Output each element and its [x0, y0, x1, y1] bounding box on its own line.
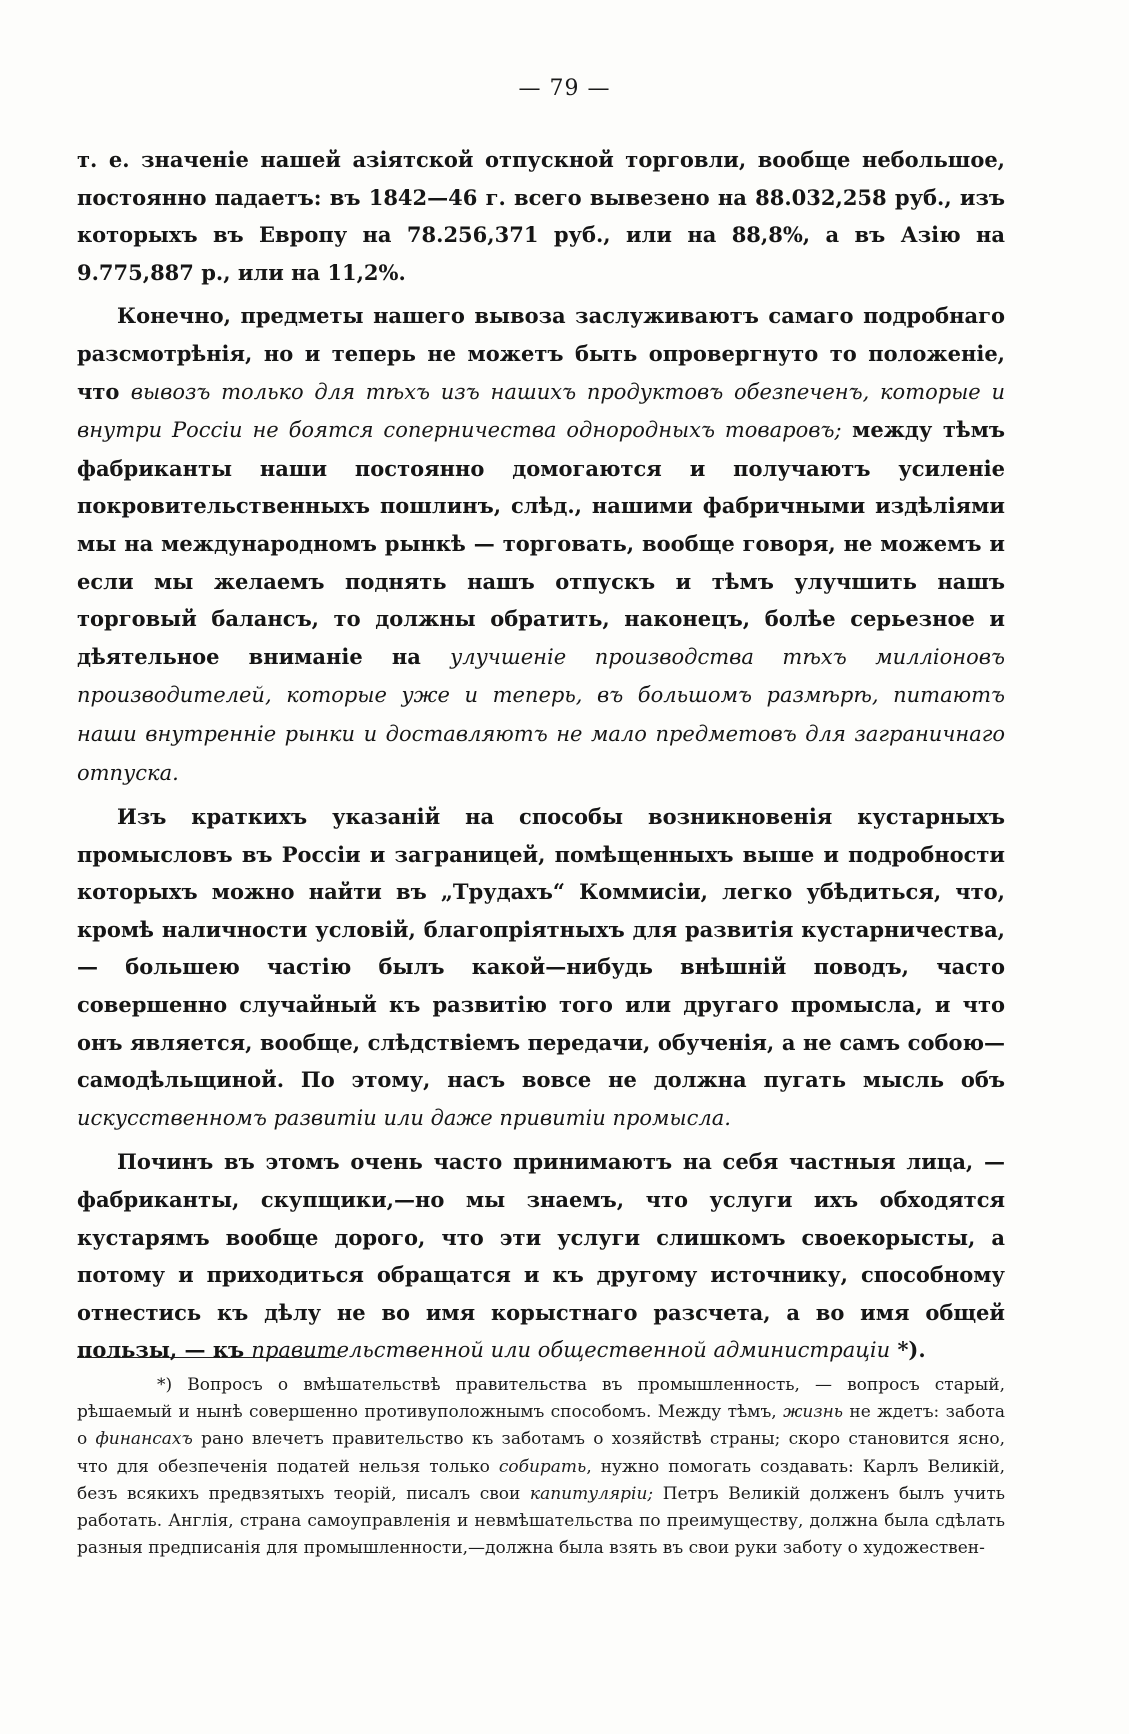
text-run: Починъ въ этомъ очень часто принимаютъ на себя частныя лица, — фабриканты, скупщики,—но мы знаемъ, что услуги ихъ обходятся кустарямъ вообще дорого, что эти услуги слишкомъ своекорысты, а потому и приходиться обращатся и къ другому источнику, способному отнестись къ дѣлу не во имя корыстнаго разсчета, а во имя общей пользы, — къ: [77, 1149, 1005, 1363]
italic-text-run: собирать: [498, 1456, 587, 1477]
italic-text-run: улучшеніе производства тѣхъ милліоновъ производителей, которые уже и теперь, въ большомъ размѣрѣ, питаютъ наши внутренніе рынки и доставляютъ не мало предметовъ для заграничнаго отпуска.: [77, 644, 1005, 785]
paragraph: [77, 1143, 1005, 1370]
paragraph: [77, 297, 1005, 792]
text-run: Петръ Великій долженъ былъ учить работать. Англія, страна самоуправленія и невмѣшательства по преимуществу, должна была сдѣлать разныя предписанія для промышленности,—должна была взять въ свои руки заботу о художествен-: [77, 1483, 1005, 1559]
text-run: т. е. значеніе нашей азіятской отпускной торговли, вообще небольшое, постоянно падаетъ: въ 1842—46 г. всего вывезено на 88.032,258 руб., изъ которыхъ въ Европу на 78.256,371 руб., или на 88,8%, а въ Азію на 9.775,887 р., или на 11,2%.: [77, 147, 1005, 285]
italic-text-run: капитуляріи;: [529, 1483, 654, 1504]
paragraph: [77, 141, 1005, 291]
footnote-paragraph: [77, 1372, 1005, 1562]
italic-text-run: жизнь: [783, 1402, 844, 1423]
text-run: между тѣмъ фабриканты наши постоянно домогаются и получаютъ усиленіе покровительственныхъ пошлинъ, слѣд., нашими фабричными издѣліями мы на международномъ рынкѣ — торговать, вообще говоря, не можемъ и если мы желаемъ поднять нашъ отпускъ и тѣмъ улучшить нашъ торговый балансъ, то должны обратить, наконецъ, болѣе серьезное и дѣятельное вниманіе на: [77, 417, 1005, 669]
footnote-separator: [77, 1357, 339, 1358]
text-run: Изъ краткихъ указаній на способы возникновенія кустарныхъ промысловъ въ Россіи и заграницей, помѣщенныхъ выше и подробности которыхъ можно найти въ „Трудахъ“ Коммисіи, легко убѣдиться, что, кромѣ наличности условій, благопріятныхъ для развитія кустарничества, — большею частію былъ какой—нибудь внѣшній поводъ, часто совершенно случайный къ развитію того или другаго промысла, и что онъ является, вообще, слѣдствіемъ передачи, обученія, а не самъ собою—самодѣльщиной. По этому, насъ вовсе не должна пугать мысль объ: [77, 804, 1005, 1093]
text-run: , нужно помогать создавать: Карлъ Великій, безъ всякихъ предвзятыхъ теорій, писалъ свои: [77, 1456, 1005, 1504]
footnote: [77, 1372, 1005, 1562]
page-number: — 79 —: [518, 76, 611, 101]
text-run: *) Вопросъ о вмѣшательствѣ правительства въ промышленность, — вопросъ старый, рѣшаемый и нынѣ совершенно противуположнымъ способомъ. Между тѣмъ,: [77, 1375, 1005, 1423]
italic-text-run: искусственномъ развитіи или даже привитіи промысла.: [77, 1105, 731, 1130]
paragraph: [77, 798, 1005, 1137]
main-text: [77, 141, 1005, 1370]
italic-text-run: правительственной или общественной администраціи: [251, 1338, 891, 1363]
italic-text-run: финансахъ: [95, 1429, 193, 1450]
text-run: не ждетъ: забота о: [77, 1402, 1006, 1450]
italic-text-run: вывозъ только для тѣхъ изъ нашихъ продуктовъ обезпеченъ, которые и внутри Россіи не боятся соперничества однородныхъ товаровъ;: [77, 379, 1005, 443]
text-run: Конечно, предметы нашего вывоза заслуживаютъ самаго подробнаго разсмотрѣнія, но и теперь не можетъ быть опровергнуто то положеніе, что: [77, 303, 1005, 404]
text-run: рано влечетъ правительство къ заботамъ о хозяйствѣ страны; скоро становится ясно, что для обезпеченія податей нельзя только: [77, 1429, 1005, 1477]
text-run: *).: [890, 1337, 926, 1363]
